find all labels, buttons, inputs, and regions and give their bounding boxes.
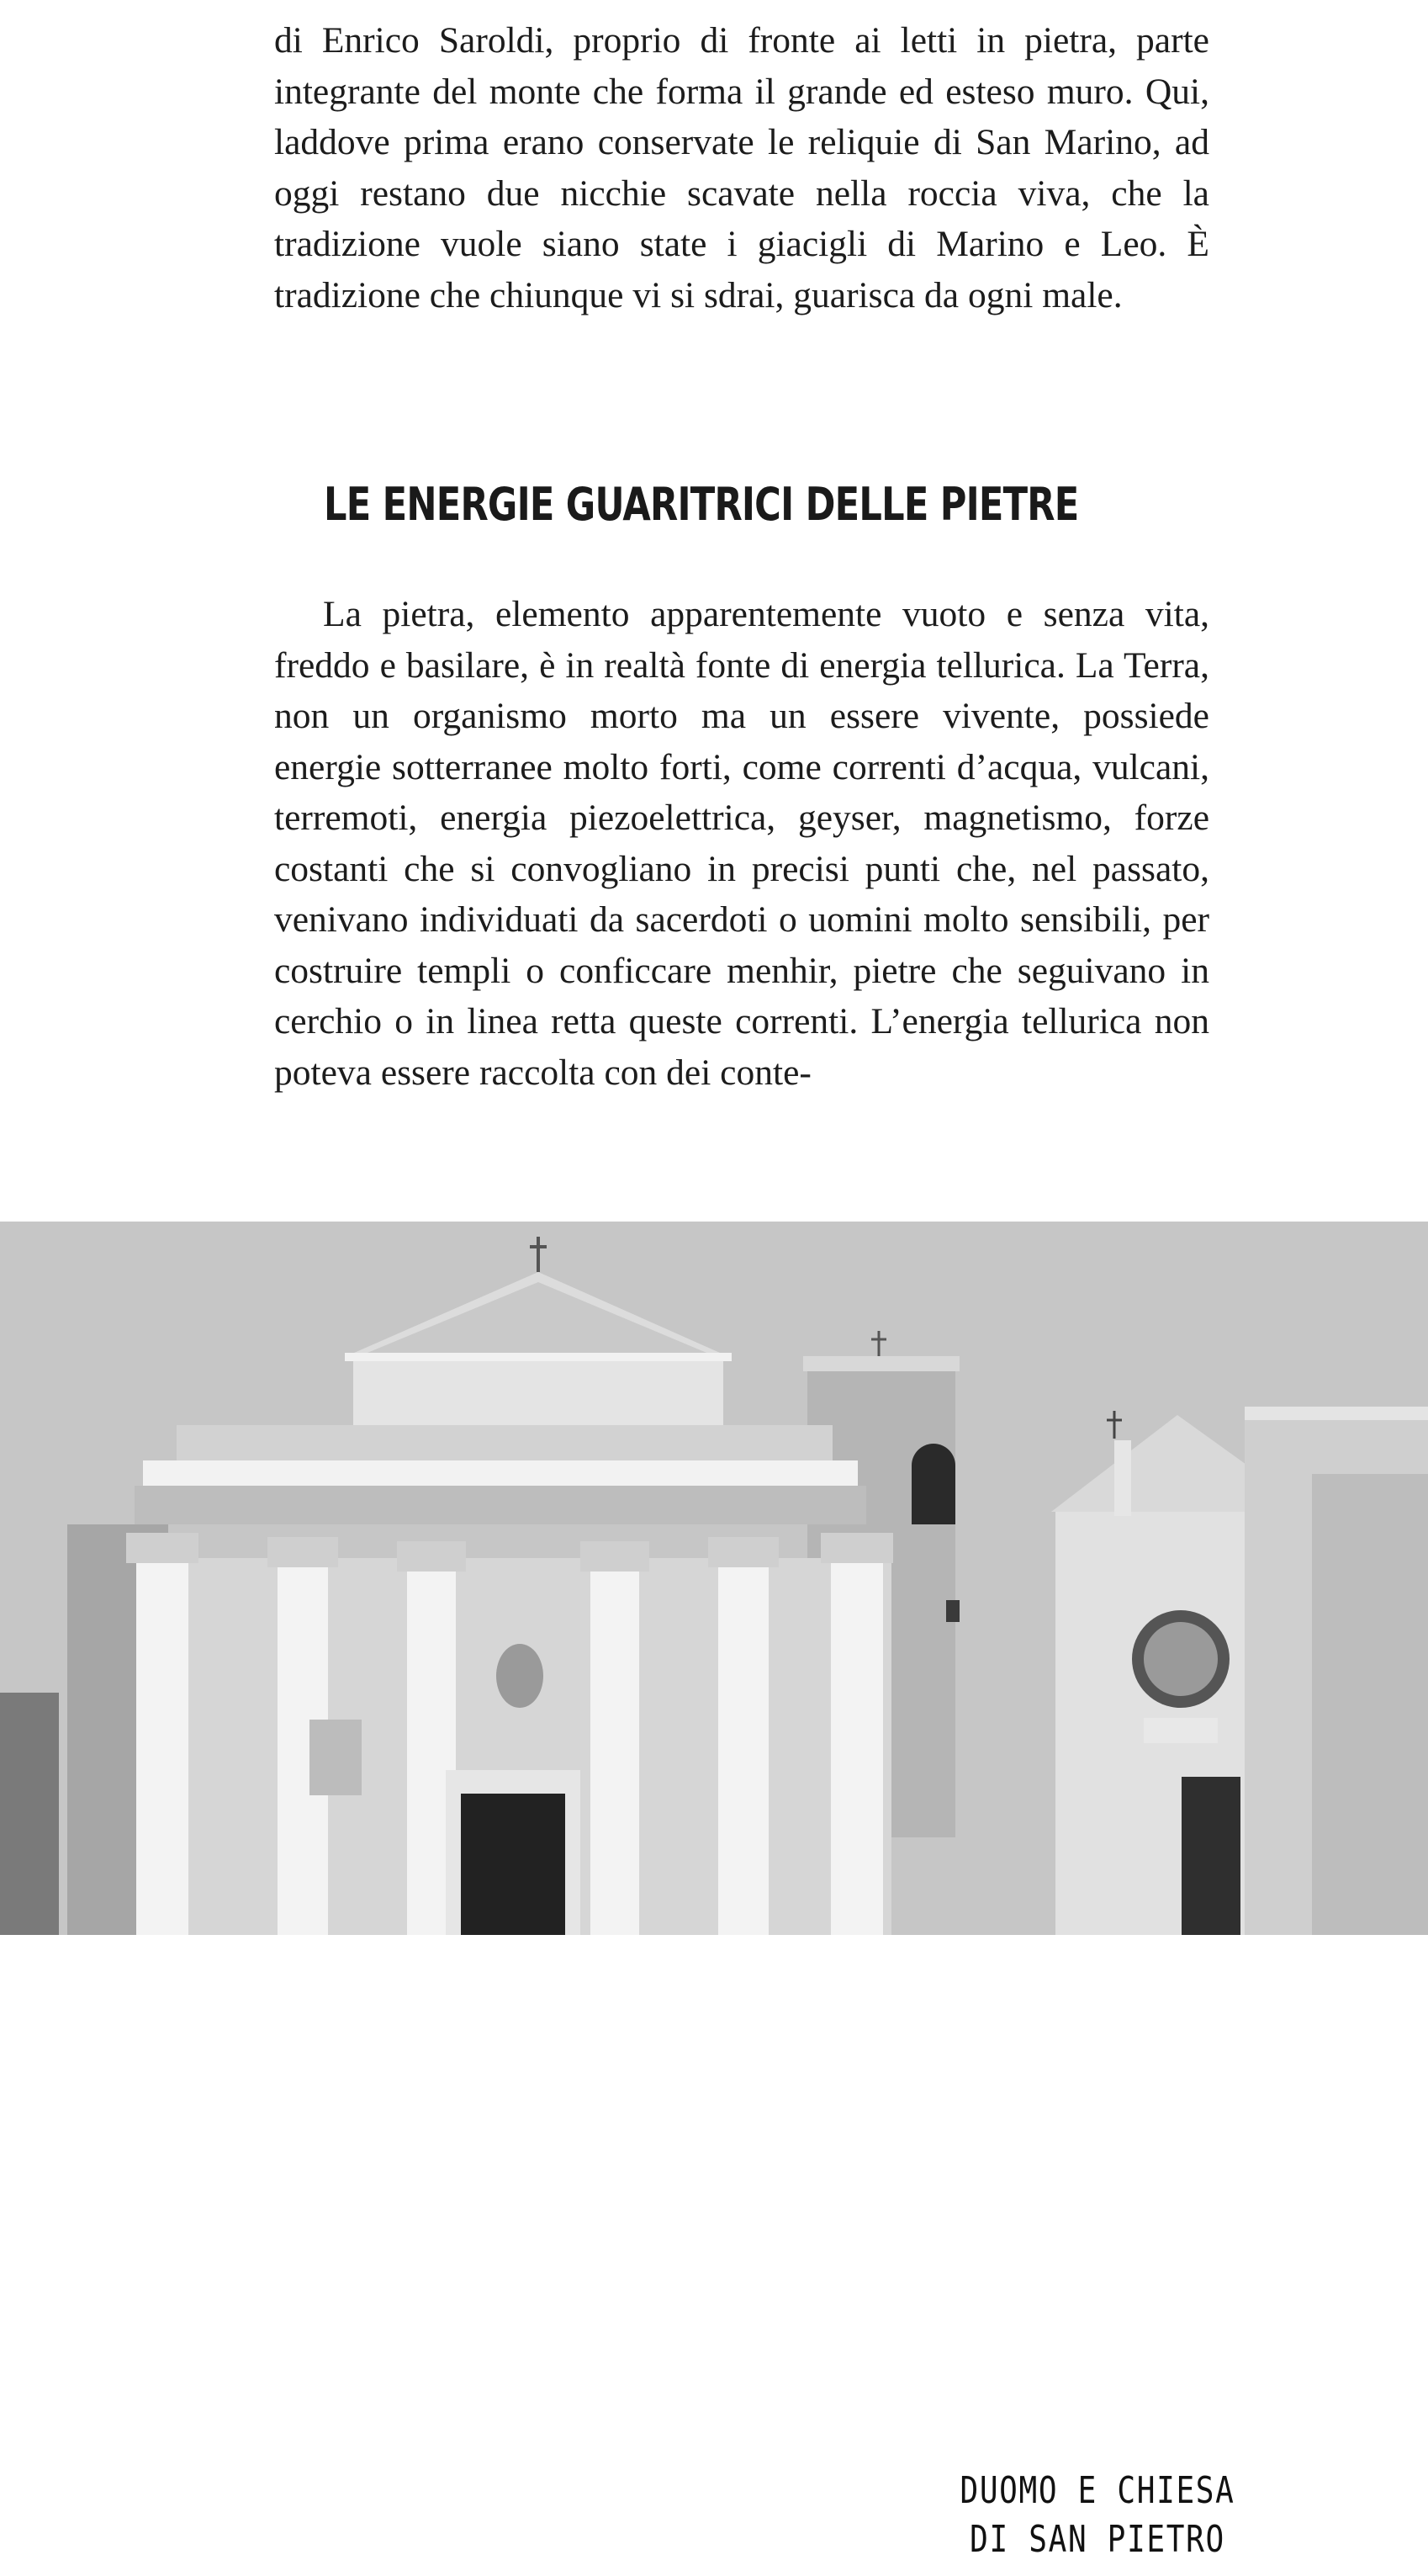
- church-photo: [0, 1222, 1428, 2561]
- photo-caption: [918, 2453, 1277, 2576]
- body-paragraph: La pietra, elemento apparentemente vuoto e senza vita, freddo e basilare, è in realtà fonte di energia tellurica. La Terra, non un organismo morto ma un essere vivente, possiede energie sotterranee molto forti, come correnti d’acqua, vulcani, terremoti, energia piezoelettrica, geyser, magnetismo, forze costanti che si convogliano in precisi punti che, nel passato, venivano individuati da sacerdoti o uomini molto sensibili, per costruire templi o conficcare menhir, pietre che seguivano in cerchio o in linea retta queste correnti. L’energia tellurica non poteva essere raccolta con dei conte-: [274, 594, 1209, 1093]
- basilica-illustration: [0, 1222, 1428, 1935]
- caption-line-1: DUOMO E CHIESA: [960, 2469, 1235, 2512]
- section-heading: LE ENERGIE GUARITRICI DELLE PIETRE: [324, 478, 1079, 531]
- body-paragraph-continued: di Enrico Saroldi, proprio di fronte ai letti in pietra, parte integrante del monte che forma il grande ed esteso muro. Qui, laddove prima erano conservate le reliquie di San Marino, ad oggi restano due nicchie scavate nella roccia viva, che la tradizione vuole siano state i giacigli di Marino e Leo. È tradizione che chiunque vi si sdrai, guarisca da ogni male.: [274, 20, 1209, 315]
- caption-line-2: DI SAN PIETRO: [970, 2518, 1225, 2561]
- san-pietro-church: [1051, 1407, 1428, 1935]
